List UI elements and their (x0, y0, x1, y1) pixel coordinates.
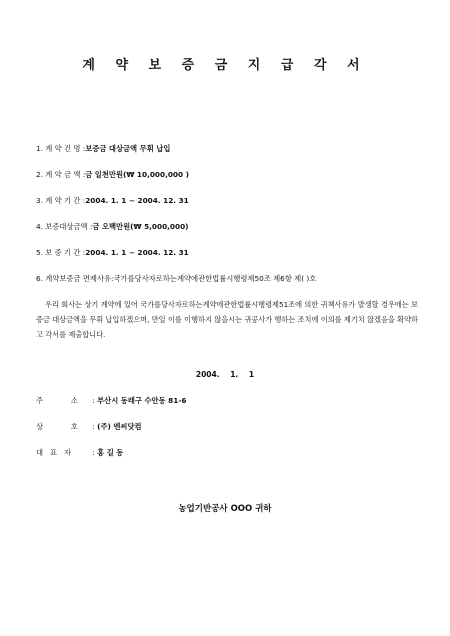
document-date: 2004. 1. 1 (195, 370, 255, 379)
field-label: 1. 계 약 건 명 : (36, 144, 86, 153)
signature-address: 주 소 : 부산시 동래구 수안동 81-6 (36, 396, 187, 405)
field-value: 2004. 1. 1 ~ 2004. 12. 31 (85, 248, 189, 257)
field-label: 5. 보 증 기 간 : (36, 248, 86, 257)
field-guarantee-amount (36, 222, 189, 232)
signature-label: 주 소 (36, 396, 78, 405)
field-value: 2004. 1. 1 ~ 2004. 12. 31 (85, 196, 189, 205)
field-value: 보증금 대상금액 무휘 납입 (85, 144, 171, 153)
signature-label: 상 호 (36, 422, 78, 431)
field-value: 금 일천만원(₩ 10,000,000 ) (85, 170, 189, 179)
addressee: 농업기반공사 OOO 귀하 (178, 504, 272, 514)
field-label: 3. 계 약 기 간 : (36, 196, 86, 205)
signature-value: 홍 길 동 (97, 448, 124, 457)
field-contract-period (36, 196, 189, 206)
signature-company: 상 호 : (주) 엔씨닷컴 (36, 422, 142, 431)
signature-label: 대 표 자 (36, 448, 72, 457)
signature-value: 부산시 동래구 수안동 81-6 (97, 396, 187, 405)
signature-representative: 대 표 자 : 홍 길 동 (36, 448, 124, 457)
field-label: 2. 계 약 금 액 : (36, 170, 86, 179)
field-contract-name (36, 144, 170, 154)
field-label: 4. 보증대상금액 : (36, 222, 93, 231)
field-contract-amount (36, 170, 189, 180)
field-exemption-reason (36, 274, 316, 284)
pledge-paragraph: 우리 회사는 상기 계약에 있어 국가를당사자로하는계약에관한법률시행령제51조에 의한 귀책사유가 발생할 경우에는 보증금 대상금액을 무휘 납입하겠으며, 만일 이를 이행하지 않을시는 귀공사가 행하는 조치에 이의를 제기치 않겠음을 확약하고 각서를 제출합니다. (36, 300, 418, 339)
field-value: 국가를당사자로하는계약에관한법률시행령제50조 제6항 제( )호 (113, 274, 317, 283)
field-label: 6. 계약보증금 면제사유: (36, 274, 114, 283)
signature-value: (주) 엔씨닷컴 (97, 422, 142, 431)
field-guarantee-period (36, 248, 189, 258)
field-value: 금 오백만원(₩ 5,000,000) (92, 222, 189, 231)
document-title: 계 약 보 증 금 지 급 각 서 (82, 58, 368, 73)
